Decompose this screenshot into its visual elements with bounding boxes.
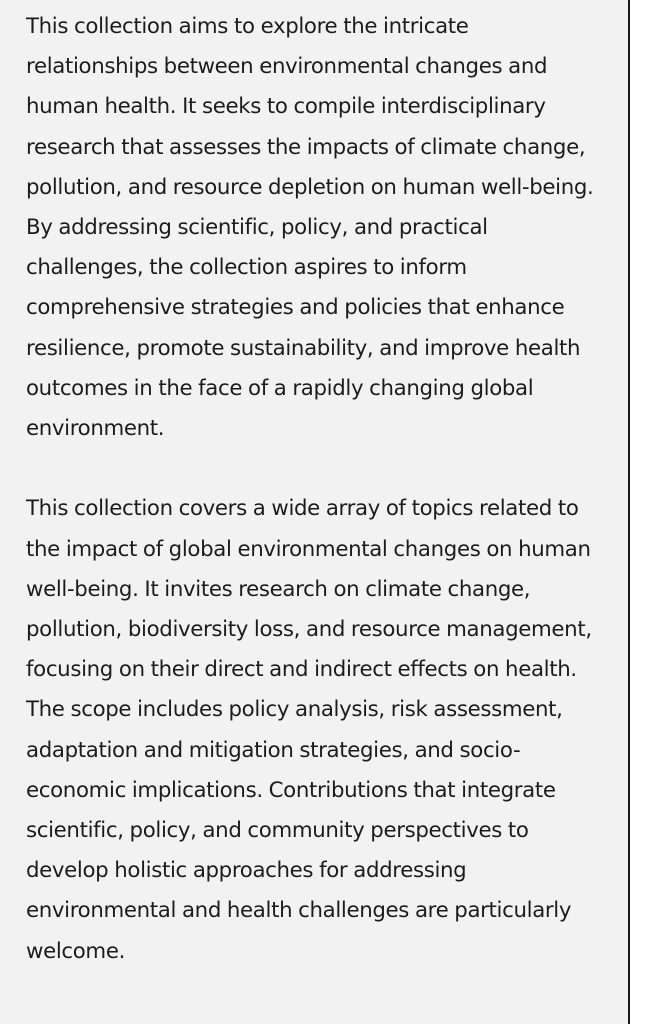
collection-description <box>26 7 622 1012</box>
text-line: environment. <box>26 416 165 442</box>
text-line: human health. It seeks to compile interdisciplinary <box>26 94 546 120</box>
text-line: resilience, promote sustainability, and improve health <box>26 335 581 361</box>
text-line: By addressing scientific, policy, and practical <box>26 215 488 241</box>
text-line: develop holistic approaches for addressing <box>26 858 467 884</box>
text-line: This collection aims to explore the intricate <box>26 14 469 39</box>
text-line: comprehensive strategies and policies that enhance <box>26 295 565 321</box>
text-line: the impact of global environmental changes on human <box>26 536 591 562</box>
scope-paragraph <box>26 489 622 971</box>
text-line: challenges, the collection aspires to inform <box>26 255 467 281</box>
text-line: scientific, policy, and community perspectives to <box>26 818 529 844</box>
text-line: adaptation and mitigation strategies, and socio- <box>26 737 521 763</box>
text-line: well-being. It invites research on climate change, <box>26 576 531 602</box>
page-edge-border <box>628 0 630 1024</box>
text-line: pollution, and resource depletion on human well-being. <box>26 174 594 200</box>
text-line: welcome. <box>26 938 125 964</box>
text-line: economic implications. Contributions that integrate <box>26 777 556 803</box>
text-line: The scope includes policy analysis, risk assessment, <box>26 697 563 723</box>
text-line: This collection covers a wide array of topics related to <box>26 496 579 522</box>
text-line: pollution, biodiversity loss, and resource management, <box>26 617 592 643</box>
aims-paragraph <box>26 7 622 449</box>
text-line: focusing on their direct and indirect effects on health. <box>26 657 577 683</box>
text-line: relationships between environmental changes and <box>26 54 548 80</box>
text-line: outcomes in the face of a rapidly changing global <box>26 375 534 401</box>
text-line: environmental and health challenges are particularly <box>26 898 572 924</box>
text-line: research that assesses the impacts of climate change, <box>26 134 586 160</box>
